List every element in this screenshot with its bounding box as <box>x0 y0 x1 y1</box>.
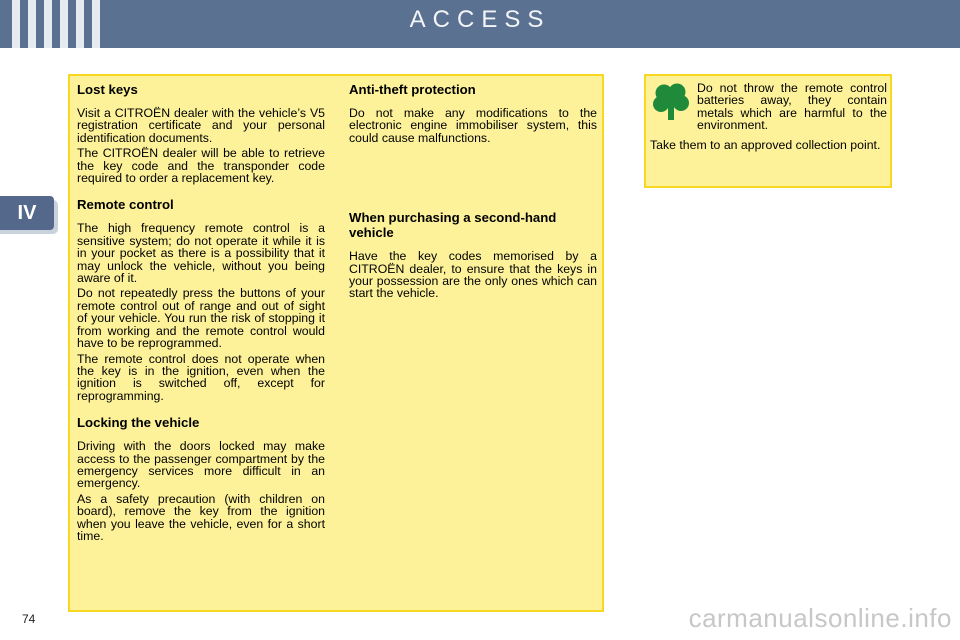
environment-note-panel <box>644 74 892 188</box>
chapter-tab: IV <box>0 196 54 230</box>
environment-note-text: Take them to an approved collection point. <box>650 138 881 152</box>
heading-locking-vehicle: Locking the vehicle <box>77 415 200 431</box>
paragraph: The CITROËN dealer will be able to retrieve the key code and the transponder code required to order a replacement key. <box>77 146 325 186</box>
main-info-panel <box>68 74 604 612</box>
heading-anti-theft: Anti-theft protection <box>349 82 476 97</box>
heading-lost-keys: Lost keys <box>77 82 138 97</box>
paragraph: Have the key codes memorised by a CITROËN dealer, to ensure that the keys in your possession are the only ones which can start the vehicle. <box>349 249 597 301</box>
environment-note-text: Do not throw the remote control batteries away, they contain metals which are harmful to the environment. <box>697 81 887 133</box>
paragraph: Do not repeatedly press the buttons of your remote control out of range and out of sight of your vehicle. You run the risk of stopping it from working and the remote control would have to be reprogrammed. <box>77 286 325 351</box>
paragraph: The high frequency remote control is a sensitive system; do not operate it while it is in your pocket as there is a possibility that it may unlock the vehicle, without you being aware of it. <box>77 221 325 286</box>
paragraph: The remote control does not operate when the key is in the ignition, even when the ignition is switched off, except for reprogramming. <box>77 351 325 403</box>
right-column <box>349 82 597 300</box>
page-title: ACCESS <box>409 6 551 33</box>
paragraph: Driving with the doors locked may make access to the passenger compartment by the emergency services more difficult in an emergency. <box>77 439 325 491</box>
paragraph: As a safety precaution (with children on board), remove the key from the ignition when you leave the vehicle, even for a short time. <box>77 491 325 543</box>
heading-remote-control: Remote control <box>77 197 174 213</box>
left-column <box>77 82 325 542</box>
heading-second-hand: When purchasing a second-hand vehicle <box>349 210 557 241</box>
page-number: 74 <box>22 612 36 626</box>
page-header <box>0 0 960 48</box>
watermark: carmanualsonline.info <box>688 603 952 633</box>
paragraph: Visit a CITROËN dealer with the vehicle’s V5 registration certificate and your personal identification documents. <box>77 106 325 145</box>
paragraph: Do not make any modifications to the electronic engine immobiliser system, this could cause malfunctions. <box>349 106 597 145</box>
tree-icon <box>652 82 690 122</box>
